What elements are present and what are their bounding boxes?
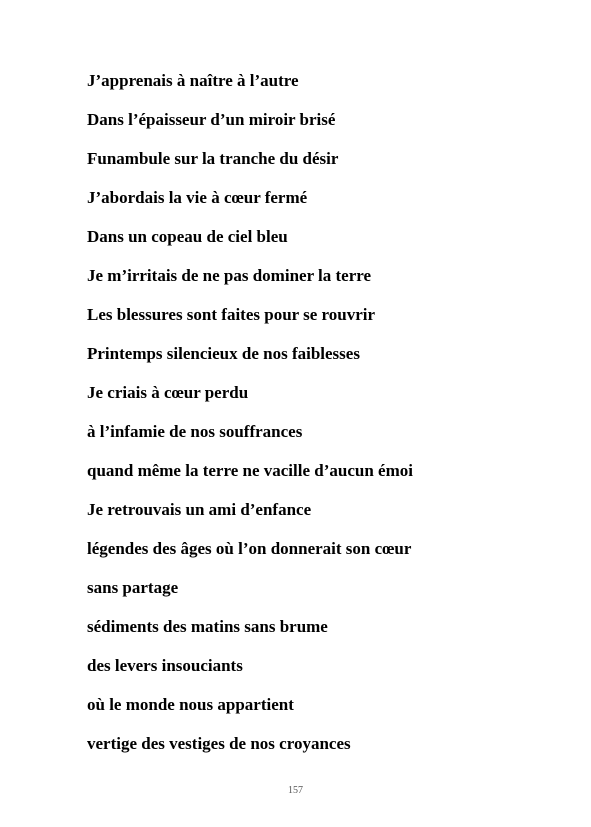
poem-line: Printemps silencieux de nos faiblesses <box>87 344 360 363</box>
page-number: 157 <box>288 785 303 796</box>
poem-line: Je retrouvais un ami d’enfance <box>87 500 312 519</box>
poem-line: Je criais à cœur perdu <box>87 383 249 402</box>
poem-line: sédiments des matins sans brume <box>87 617 328 636</box>
poem-line: quand même la terre ne vacille d’aucun émoi <box>87 461 413 480</box>
poem-line: Dans un copeau de ciel bleu <box>87 227 288 246</box>
poem-line: légendes des âges où l’on donnerait son cœur <box>87 539 412 558</box>
poem-line: à l’infamie de nos souffrances <box>87 422 303 441</box>
poem-line: des levers insouciants <box>87 656 243 675</box>
poem-line: Les blessures sont faites pour se rouvrir <box>87 305 376 324</box>
poem-body <box>87 68 413 770</box>
poem-line: vertige des vestiges de nos croyances <box>87 734 351 753</box>
poem-line: Funambule sur la tranche du désir <box>87 149 339 168</box>
poem-line: J’apprenais à naître à l’autre <box>87 71 299 90</box>
poem-line: sans partage <box>87 578 179 597</box>
poem-line: où le monde nous appartient <box>87 695 294 714</box>
poem-line: Dans l’épaisseur d’un miroir brisé <box>87 110 336 129</box>
poem-line: J’abordais la vie à cœur fermé <box>87 188 308 207</box>
poem-line: Je m’irritais de ne pas dominer la terre <box>87 266 372 285</box>
